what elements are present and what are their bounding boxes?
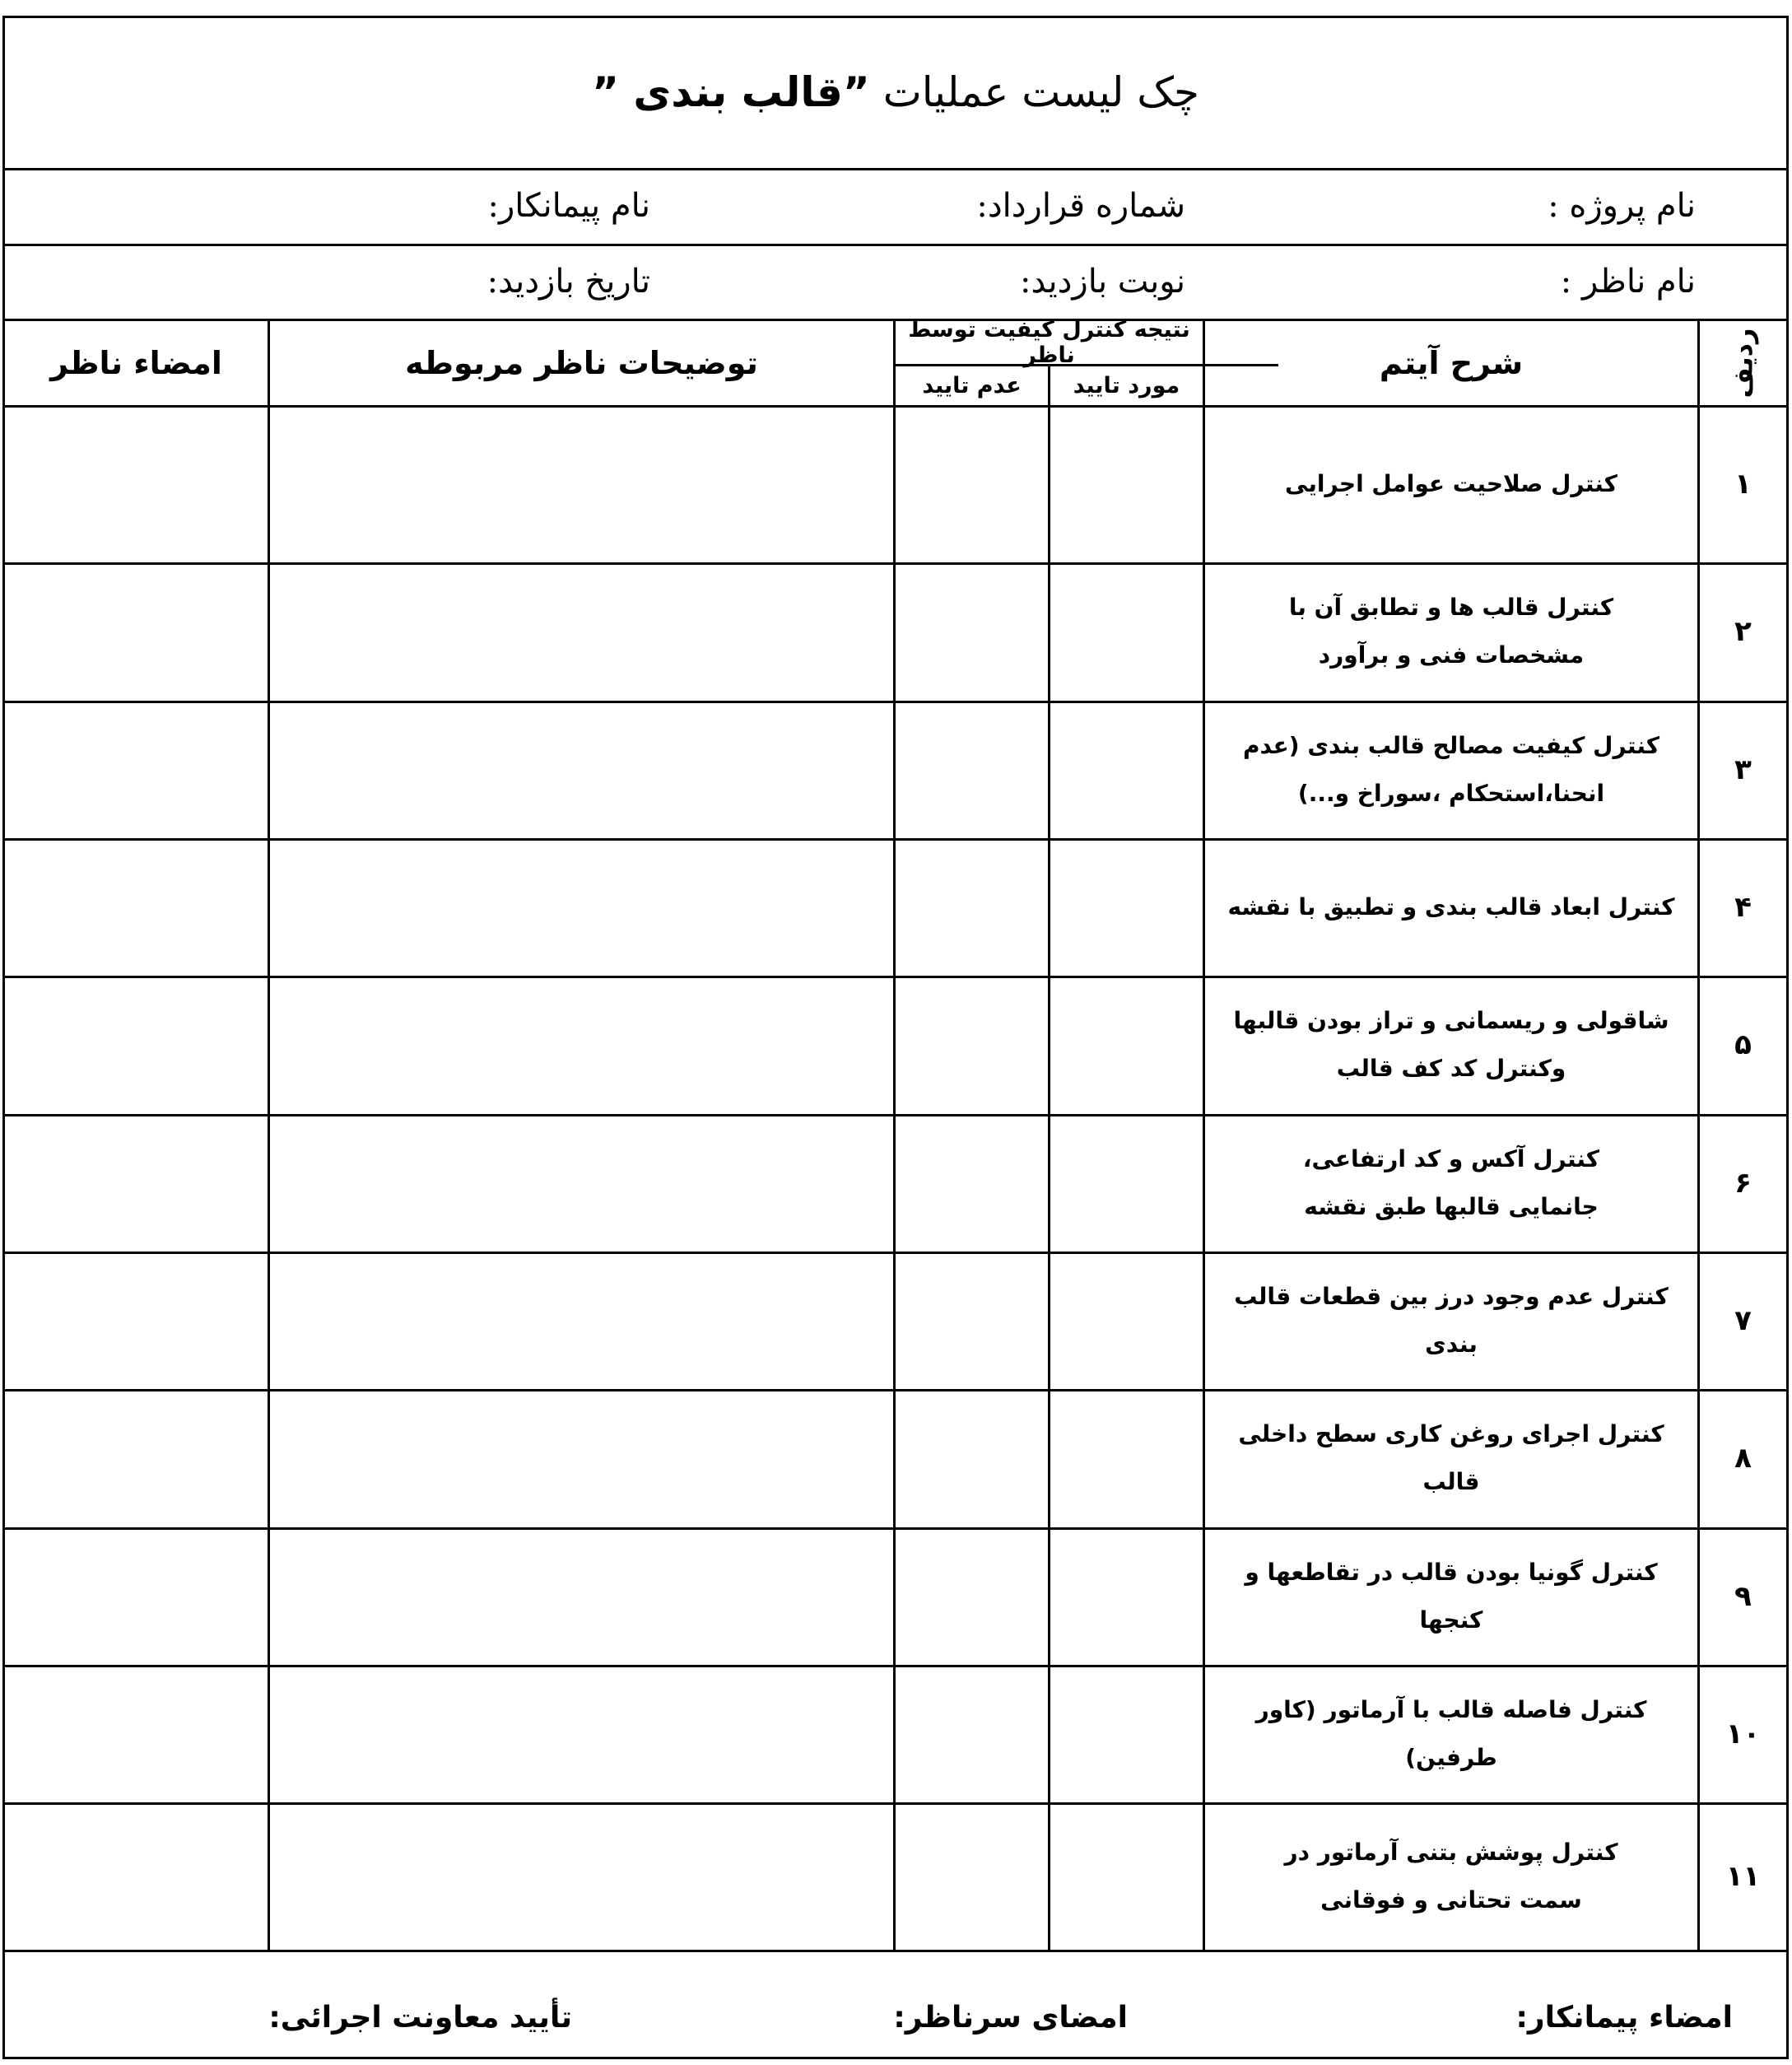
row-item-description: کنترل گونیا بودن قالب در تقاطعها و کنجها (1245, 1558, 1658, 1634)
comments-cell[interactable] (270, 1252, 893, 1389)
row-item-description: کنترل قالب ها و تطابق آن با مشخصات فنی و برآورد (1288, 594, 1614, 669)
signature-cell[interactable] (5, 1252, 268, 1389)
check-approved[interactable] (1050, 1802, 1203, 1950)
column-header-result: نتیجه کنترل کیفیت توسط ناظر (908, 317, 1190, 368)
row-item-description: کنترل آکس و کد ارتفاعی، جانمایی قالبها طبق نقشه (1302, 1144, 1600, 1220)
chief-supervisor-signature-label: امضای سرناظر: (893, 2001, 1128, 2035)
divider (5, 838, 1786, 841)
row-number: ۶ (1734, 1166, 1752, 1200)
row-number: ۳ (1734, 753, 1752, 786)
contract-number-label: شماره قرارداد: (976, 187, 1185, 225)
executive-deputy-approval-label: تأیید معاونت اجرائی: (268, 2001, 572, 2035)
check-not-approved[interactable] (896, 562, 1048, 701)
signature-cell[interactable] (5, 1665, 268, 1802)
signature-cell[interactable] (5, 838, 268, 976)
divider (5, 1802, 1786, 1805)
row-item-description: کنترل پوشش بتنی آرماتور در سمت تحتانی و فوقانی (1284, 1838, 1618, 1914)
check-approved[interactable] (1050, 976, 1203, 1114)
check-not-approved[interactable] (896, 1252, 1048, 1389)
supervisor-name-label: نام ناظر : (1560, 263, 1696, 301)
divider (5, 1389, 1786, 1391)
signature-cell[interactable] (5, 405, 268, 562)
signature-cell[interactable] (5, 701, 268, 838)
comments-cell[interactable] (270, 562, 893, 701)
form-title-main: ”قالب بندی ” (592, 68, 870, 116)
comments-cell[interactable] (270, 976, 893, 1114)
check-approved[interactable] (1050, 1389, 1203, 1527)
check-approved[interactable] (1050, 405, 1203, 562)
check-approved[interactable] (1050, 1527, 1203, 1665)
comments-cell[interactable] (270, 838, 893, 976)
check-not-approved[interactable] (896, 1665, 1048, 1802)
check-not-approved[interactable] (896, 1802, 1048, 1950)
column-header-item: شرح آیتم (1379, 345, 1524, 381)
check-approved[interactable] (1050, 562, 1203, 701)
comments-cell[interactable] (270, 405, 893, 562)
row-item-description: کنترل صلاحیت عوامل اجرایی (1285, 469, 1617, 497)
divider (5, 976, 1786, 978)
check-approved[interactable] (1050, 838, 1203, 976)
check-not-approved[interactable] (896, 1389, 1048, 1527)
row-item-description: شاقولی و ریسمانی و تراز بودن قالبها وکنترل کد کف قالب (1233, 1007, 1669, 1082)
divider (5, 1950, 1786, 1952)
divider (5, 1252, 1786, 1254)
row-item-description: کنترل کیفیت مصالح قالب بندی (عدم انحنا،استحکام ،سوراخ و...) (1242, 731, 1660, 807)
check-approved[interactable] (1050, 1665, 1203, 1802)
signature-cell[interactable] (5, 1802, 268, 1950)
row-item-description: کنترل فاصله قالب با آرماتور (کاور طرفین) (1255, 1695, 1647, 1771)
signature-cell[interactable] (5, 562, 268, 701)
contractor-name-label: نام پیمانکار: (487, 187, 650, 225)
divider (5, 1665, 1786, 1667)
check-not-approved[interactable] (896, 1114, 1048, 1252)
comments-cell[interactable] (270, 1114, 893, 1252)
divider (5, 701, 1786, 703)
row-number: ۴ (1734, 890, 1752, 924)
row-number: ۸ (1734, 1442, 1752, 1475)
column-header-comments: توضیحات ناظر مربوطه (405, 345, 758, 381)
divider (5, 562, 1786, 565)
form-title-prefix: چک لیست عملیات (882, 68, 1199, 116)
column-header-not-approved: عدم تایید (922, 373, 1022, 399)
divider (5, 244, 1786, 246)
comments-cell[interactable] (270, 1665, 893, 1802)
row-number: ۷ (1734, 1303, 1752, 1337)
row-number: ۱ (1734, 467, 1752, 501)
comments-cell[interactable] (270, 701, 893, 838)
column-header-row: ردیف (1727, 328, 1759, 399)
form-title (5, 68, 1786, 116)
visit-round-label: نوبت بازدید: (1020, 263, 1185, 301)
checklist-form (2, 16, 1789, 2059)
divider (5, 1527, 1786, 1530)
column-header-approved: مورد تایید (1073, 373, 1180, 399)
row-number: ۱۱ (1725, 1859, 1761, 1893)
check-not-approved[interactable] (896, 976, 1048, 1114)
divider (5, 168, 1786, 170)
row-item-description: کنترل اجرای روغن کاری سطح داخلی قالب (1238, 1420, 1664, 1495)
divider (5, 1114, 1786, 1116)
check-approved[interactable] (1050, 1252, 1203, 1389)
row-number: ۱۰ (1725, 1717, 1761, 1750)
comments-cell[interactable] (270, 1389, 893, 1527)
row-number: ۵ (1734, 1028, 1752, 1061)
row-number: ۲ (1734, 615, 1752, 648)
check-approved[interactable] (1050, 1114, 1203, 1252)
row-item-description: کنترل ابعاد قالب بندی و تطبیق با نقشه (1227, 893, 1675, 921)
row-item-description: کنترل عدم وجود درز بین قطعات قالب بندی (1234, 1282, 1669, 1358)
check-not-approved[interactable] (896, 1527, 1048, 1665)
signature-cell[interactable] (5, 1527, 268, 1665)
row-number: ۹ (1734, 1579, 1752, 1613)
column-header-signature: امضاء ناظر (50, 345, 222, 381)
signature-cell[interactable] (5, 1114, 268, 1252)
project-name-label: نام پروژه : (1548, 187, 1696, 225)
check-not-approved[interactable] (896, 405, 1048, 562)
contractor-signature-label: امضاء پیمانکار: (1515, 2001, 1733, 2035)
check-approved[interactable] (1050, 701, 1203, 838)
check-not-approved[interactable] (896, 838, 1048, 976)
visit-date-label: تاریخ بازدید: (486, 263, 650, 301)
signature-cell[interactable] (5, 976, 268, 1114)
check-not-approved[interactable] (896, 701, 1048, 838)
comments-cell[interactable] (270, 1802, 893, 1950)
comments-cell[interactable] (270, 1527, 893, 1665)
signature-cell[interactable] (5, 1389, 268, 1527)
